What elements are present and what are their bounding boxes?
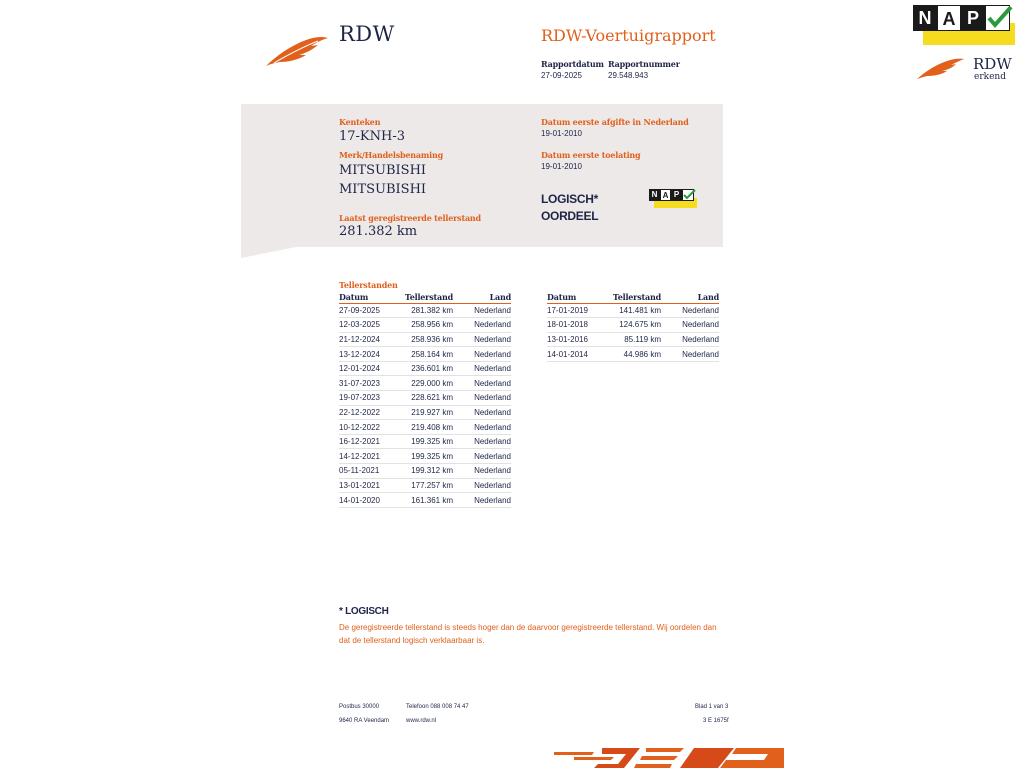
row-datum: 14-01-2020 (339, 493, 395, 508)
nap-badge (913, 5, 1015, 45)
table-row (339, 434, 511, 449)
row-tellerstand: 199.312 km (395, 464, 453, 479)
rapportdatum-value: 27-09-2025 (541, 71, 582, 80)
row-datum: 12-01-2024 (339, 361, 395, 376)
rdw-erkend-subtext: erkend (974, 72, 1006, 82)
row-tellerstand: 219.927 km (395, 405, 453, 420)
table-row (547, 303, 719, 318)
col-tellerstand-header: Tellerstand (603, 292, 661, 303)
row-datum: 13-12-2024 (339, 347, 395, 362)
row-tellerstand: 219.408 km (395, 420, 453, 435)
row-tellerstand: 177.257 km (395, 478, 453, 493)
footer-page-number: Blad 1 van 3 (695, 704, 729, 710)
row-datum: 13-01-2016 (547, 332, 603, 347)
table-row (339, 303, 511, 318)
row-land: Nederland (453, 434, 511, 449)
tellerstanden-table-right (547, 292, 719, 362)
table-row (547, 332, 719, 347)
tellerstand-label: Laatst geregistreerde tellerstand (339, 213, 481, 223)
rdw-bird-logo-icon (266, 34, 330, 68)
report-title: RDW-Voertuigrapport (541, 26, 716, 45)
row-datum: 31-07-2023 (339, 376, 395, 391)
row-datum: 14-12-2021 (339, 449, 395, 464)
nap-small-letter-n: N (649, 189, 660, 201)
oordeel-line-1: LOGISCH* (541, 192, 598, 206)
row-land: Nederland (453, 303, 511, 318)
kenteken-value: 17-KNH-3 (339, 129, 406, 144)
tellerstanden-title: Tellerstanden (339, 280, 398, 290)
row-land: Nederland (453, 376, 511, 391)
row-land: Nederland (453, 449, 511, 464)
table-row (339, 347, 511, 362)
rapportnummer-value: 29.548.943 (608, 71, 649, 80)
row-datum: 05-11-2021 (339, 464, 395, 479)
row-land: Nederland (453, 318, 511, 333)
row-land: Nederland (453, 493, 511, 508)
table-row (339, 478, 511, 493)
table-row (547, 347, 719, 362)
table-row (339, 332, 511, 347)
row-land: Nederland (453, 464, 511, 479)
table-row (339, 449, 511, 464)
row-datum: 12-03-2025 (339, 318, 395, 333)
col-tellerstand-header: Tellerstand (395, 292, 453, 303)
table-row (339, 420, 511, 435)
small-checkmark-icon (682, 189, 696, 201)
table-row (339, 361, 511, 376)
row-land: Nederland (453, 332, 511, 347)
rapportdatum-label: Rapportdatum (541, 59, 604, 69)
col-datum-header: Datum (547, 292, 603, 303)
row-land: Nederland (661, 318, 719, 333)
table-row (339, 376, 511, 391)
table-row (339, 405, 511, 420)
nap-small-letter-p: P (671, 189, 682, 201)
logisch-note-text-1: De geregistreerde tellerstand is steeds hoger dan de daarvoor geregistreerde tellerstand. Wij oordelen dan (339, 623, 717, 632)
footer-telefoon: Telefoon 088 008 74 47 (406, 704, 469, 710)
row-datum: 13-01-2021 (339, 478, 395, 493)
table-row (339, 318, 511, 333)
row-land: Nederland (453, 478, 511, 493)
table-row (339, 464, 511, 479)
col-land-header: Land (453, 292, 511, 303)
row-land: Nederland (453, 405, 511, 420)
row-tellerstand: 44.986 km (603, 347, 661, 362)
nap-small-badge (649, 189, 697, 208)
row-tellerstand: 141.481 km (603, 303, 661, 318)
row-datum: 16-12-2021 (339, 434, 395, 449)
row-tellerstand: 199.325 km (395, 449, 453, 464)
afgifte-label: Datum eerste afgifte in Nederland (541, 117, 689, 127)
row-land: Nederland (453, 391, 511, 406)
row-datum: 14-01-2014 (547, 347, 603, 362)
merk-label: Merk/Handelsbenaming (339, 150, 444, 160)
vehicle-info-panel-tab (241, 246, 301, 258)
rdw-erkend-bird-icon (917, 56, 965, 80)
row-datum: 21-12-2024 (339, 332, 395, 347)
rdw-logo-text: RDW (339, 22, 395, 46)
table-row (339, 391, 511, 406)
footer-address: 9640 RA Veendam (339, 718, 390, 724)
decorative-stripes-icon (554, 746, 784, 768)
footer-website-link[interactable]: www.rdw.nl (406, 718, 437, 724)
merk-value: MITSUBISHI (339, 163, 427, 178)
row-datum: 22-12-2022 (339, 405, 395, 420)
afgifte-value: 19-01-2010 (541, 129, 582, 138)
nap-letter-a: A (937, 5, 961, 31)
nap-letter-p: P (961, 5, 985, 31)
row-tellerstand: 258.164 km (395, 347, 453, 362)
kenteken-label: Kenteken (339, 117, 381, 127)
oordeel-line-2: OORDEEL (541, 209, 599, 223)
row-datum: 27-09-2025 (339, 303, 395, 318)
row-land: Nederland (661, 332, 719, 347)
row-datum: 19-07-2023 (339, 391, 395, 406)
rdw-erkend-logo-text: RDW (973, 55, 1012, 73)
row-datum: 18-01-2018 (547, 318, 603, 333)
tellerstanden-table-left (339, 292, 511, 508)
col-land-header: Land (661, 292, 719, 303)
row-tellerstand: 124.675 km (603, 318, 661, 333)
row-tellerstand: 229.000 km (395, 376, 453, 391)
tellerstand-value: 281.382 km (339, 224, 418, 239)
toelating-label: Datum eerste toelating (541, 150, 641, 160)
row-datum: 10-12-2022 (339, 420, 395, 435)
logisch-note-title: * LOGISCH (339, 606, 389, 617)
row-tellerstand: 228.621 km (395, 391, 453, 406)
nap-small-letter-a: A (660, 189, 671, 201)
footer-code: 3 E 1675f (703, 718, 729, 724)
handelsbenaming-value: MITSUBISHI (339, 182, 427, 197)
row-tellerstand: 258.936 km (395, 332, 453, 347)
footer-postbus: Postbus 30000 (339, 704, 380, 710)
rapportnummer-label: Rapportnummer (608, 59, 680, 69)
logisch-note-text-2: dat de tellerstand logisch verklaarbaar is. (339, 636, 485, 645)
row-land: Nederland (453, 420, 511, 435)
row-tellerstand: 281.382 km (395, 303, 453, 318)
row-land: Nederland (453, 361, 511, 376)
row-tellerstand: 258.956 km (395, 318, 453, 333)
col-datum-header: Datum (339, 292, 395, 303)
row-tellerstand: 85.119 km (603, 332, 661, 347)
row-datum: 17-01-2019 (547, 303, 603, 318)
table-row (547, 318, 719, 333)
row-land: Nederland (453, 347, 511, 362)
row-tellerstand: 161.361 km (395, 493, 453, 508)
row-tellerstand: 236.601 km (395, 361, 453, 376)
toelating-value: 19-01-2010 (541, 162, 582, 171)
row-tellerstand: 199.325 km (395, 434, 453, 449)
nap-letter-n: N (913, 5, 937, 31)
table-row (339, 493, 511, 508)
checkmark-icon (985, 5, 1013, 31)
row-land: Nederland (661, 347, 719, 362)
row-land: Nederland (661, 303, 719, 318)
